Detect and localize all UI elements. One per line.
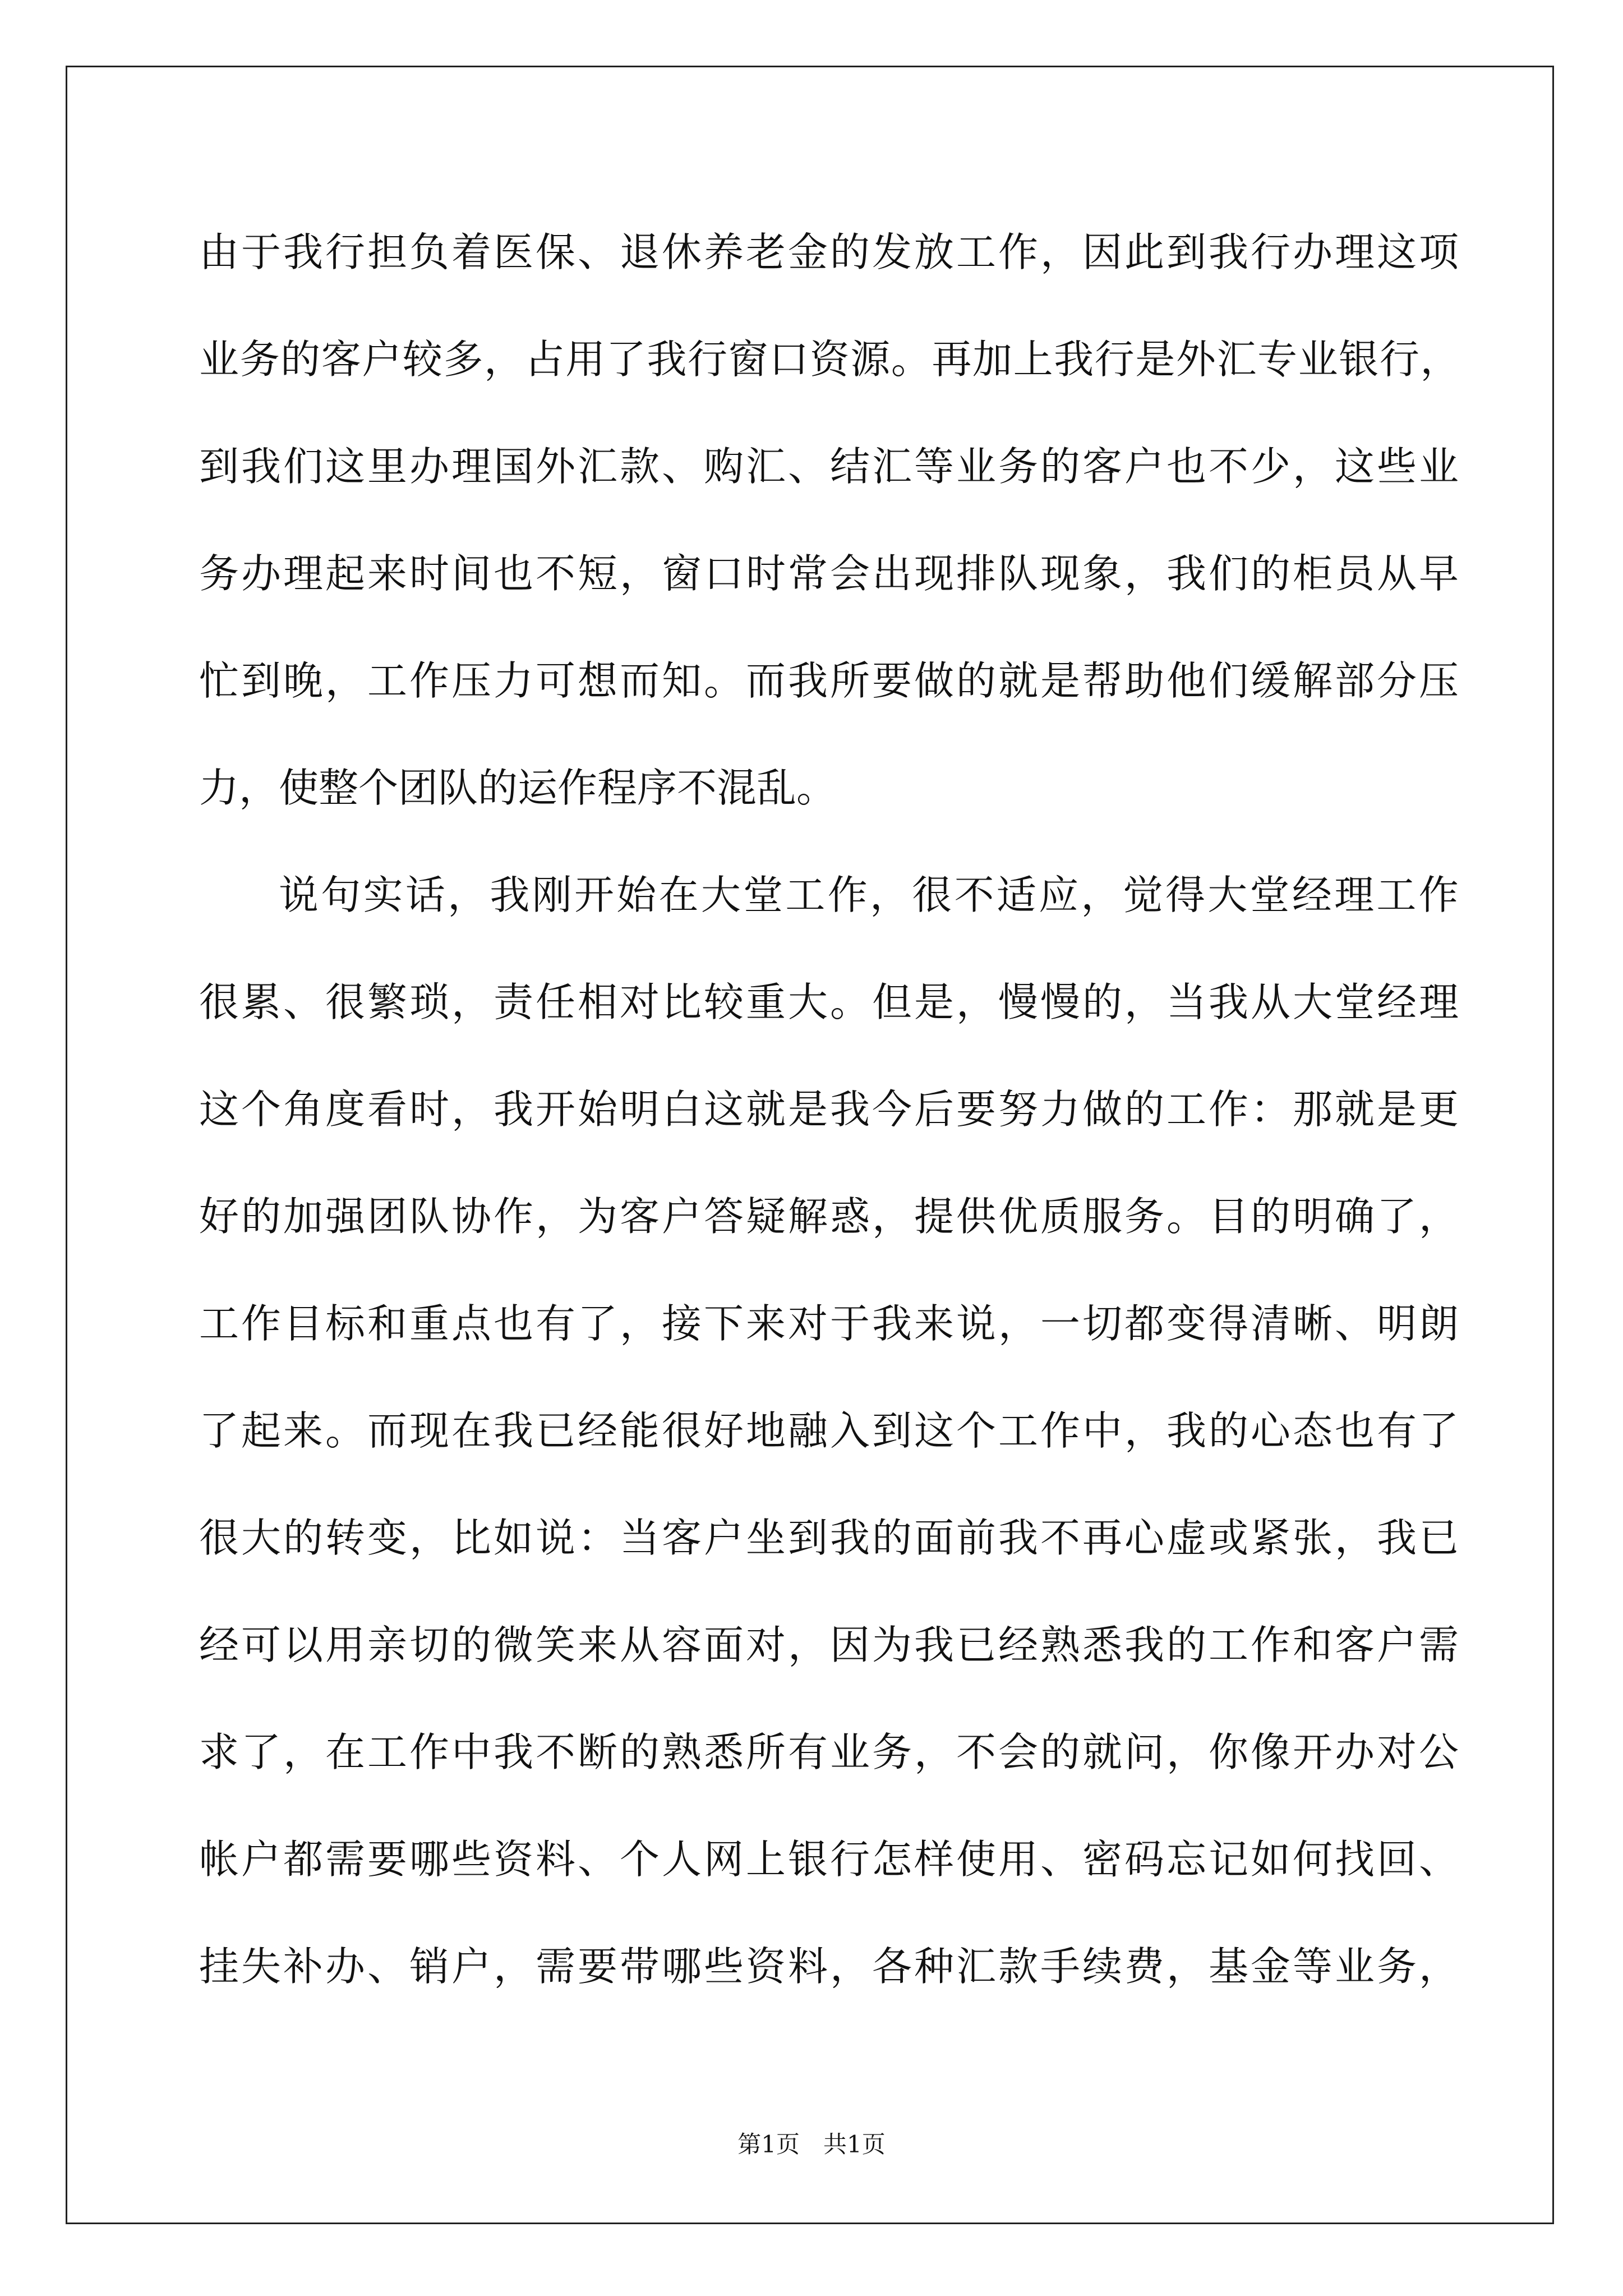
text-line: 工作目标和重点也有了，接下来对于我来说，一切都变得清晰、明朗 bbox=[199, 1300, 1461, 1347]
text-line: 很大的转变，比如说：当客户坐到我的面前我不再心虚或紧张，我已 bbox=[199, 1515, 1461, 1561]
text-line: 忙到晚，工作压力可想而知。而我所要做的就是帮助他们缓解部分压 bbox=[199, 657, 1461, 704]
page-footer bbox=[0, 2128, 1623, 2161]
document-body bbox=[199, 219, 1461, 2040]
text-line: 到我们这里办理国外汇款、购汇、结汇等业务的客户也不少，这些业 bbox=[199, 443, 1461, 490]
text-line: 业务的客户较多，占用了我行窗口资源。再加上我行是外汇专业银行， bbox=[199, 336, 1461, 383]
text-line: 求了，在工作中我不断的熟悉所有业务，不会的就问，你像开办对公 bbox=[199, 1729, 1461, 1775]
text-line: 由于我行担负着医保、退休养老金的发放工作，因此到我行办理这项 bbox=[199, 229, 1461, 275]
paragraph-first-line: 说句实话，我刚开始在大堂工作，很不适应，觉得大堂经理工作 bbox=[279, 872, 1461, 918]
page-number: 第1页 bbox=[737, 2131, 800, 2158]
text-line: 经可以用亲切的微笑来从容面对，因为我已经熟悉我的工作和客户需 bbox=[199, 1622, 1461, 1668]
text-line: 挂失补办、销户，需要带哪些资料，各种汇款手续费，基金等业务， bbox=[199, 1943, 1461, 1990]
text-line: 帐户都需要哪些资料、个人网上银行怎样使用、密码忘记如何找回、 bbox=[199, 1836, 1461, 1883]
text-line: 务办理起来时间也不短，窗口时常会出现排队现象，我们的柜员从早 bbox=[199, 550, 1461, 597]
text-line: 了起来。而现在我已经能很好地融入到这个工作中，我的心态也有了 bbox=[199, 1407, 1461, 1454]
text-line: 很累、很繁琐，责任相对比较重大。但是，慢慢的，当我从大堂经理 bbox=[199, 979, 1461, 1025]
text-line: 好的加强团队协作，为客户答疑解惑，提供优质服务。目的明确了， bbox=[199, 1193, 1461, 1240]
text-line: 力，使整个团队的运作程序不混乱。 bbox=[199, 765, 837, 811]
text-line: 这个角度看时，我开始明白这就是我今后要努力做的工作：那就是更 bbox=[199, 1086, 1461, 1133]
page-total: 共1页 bbox=[823, 2131, 886, 2158]
